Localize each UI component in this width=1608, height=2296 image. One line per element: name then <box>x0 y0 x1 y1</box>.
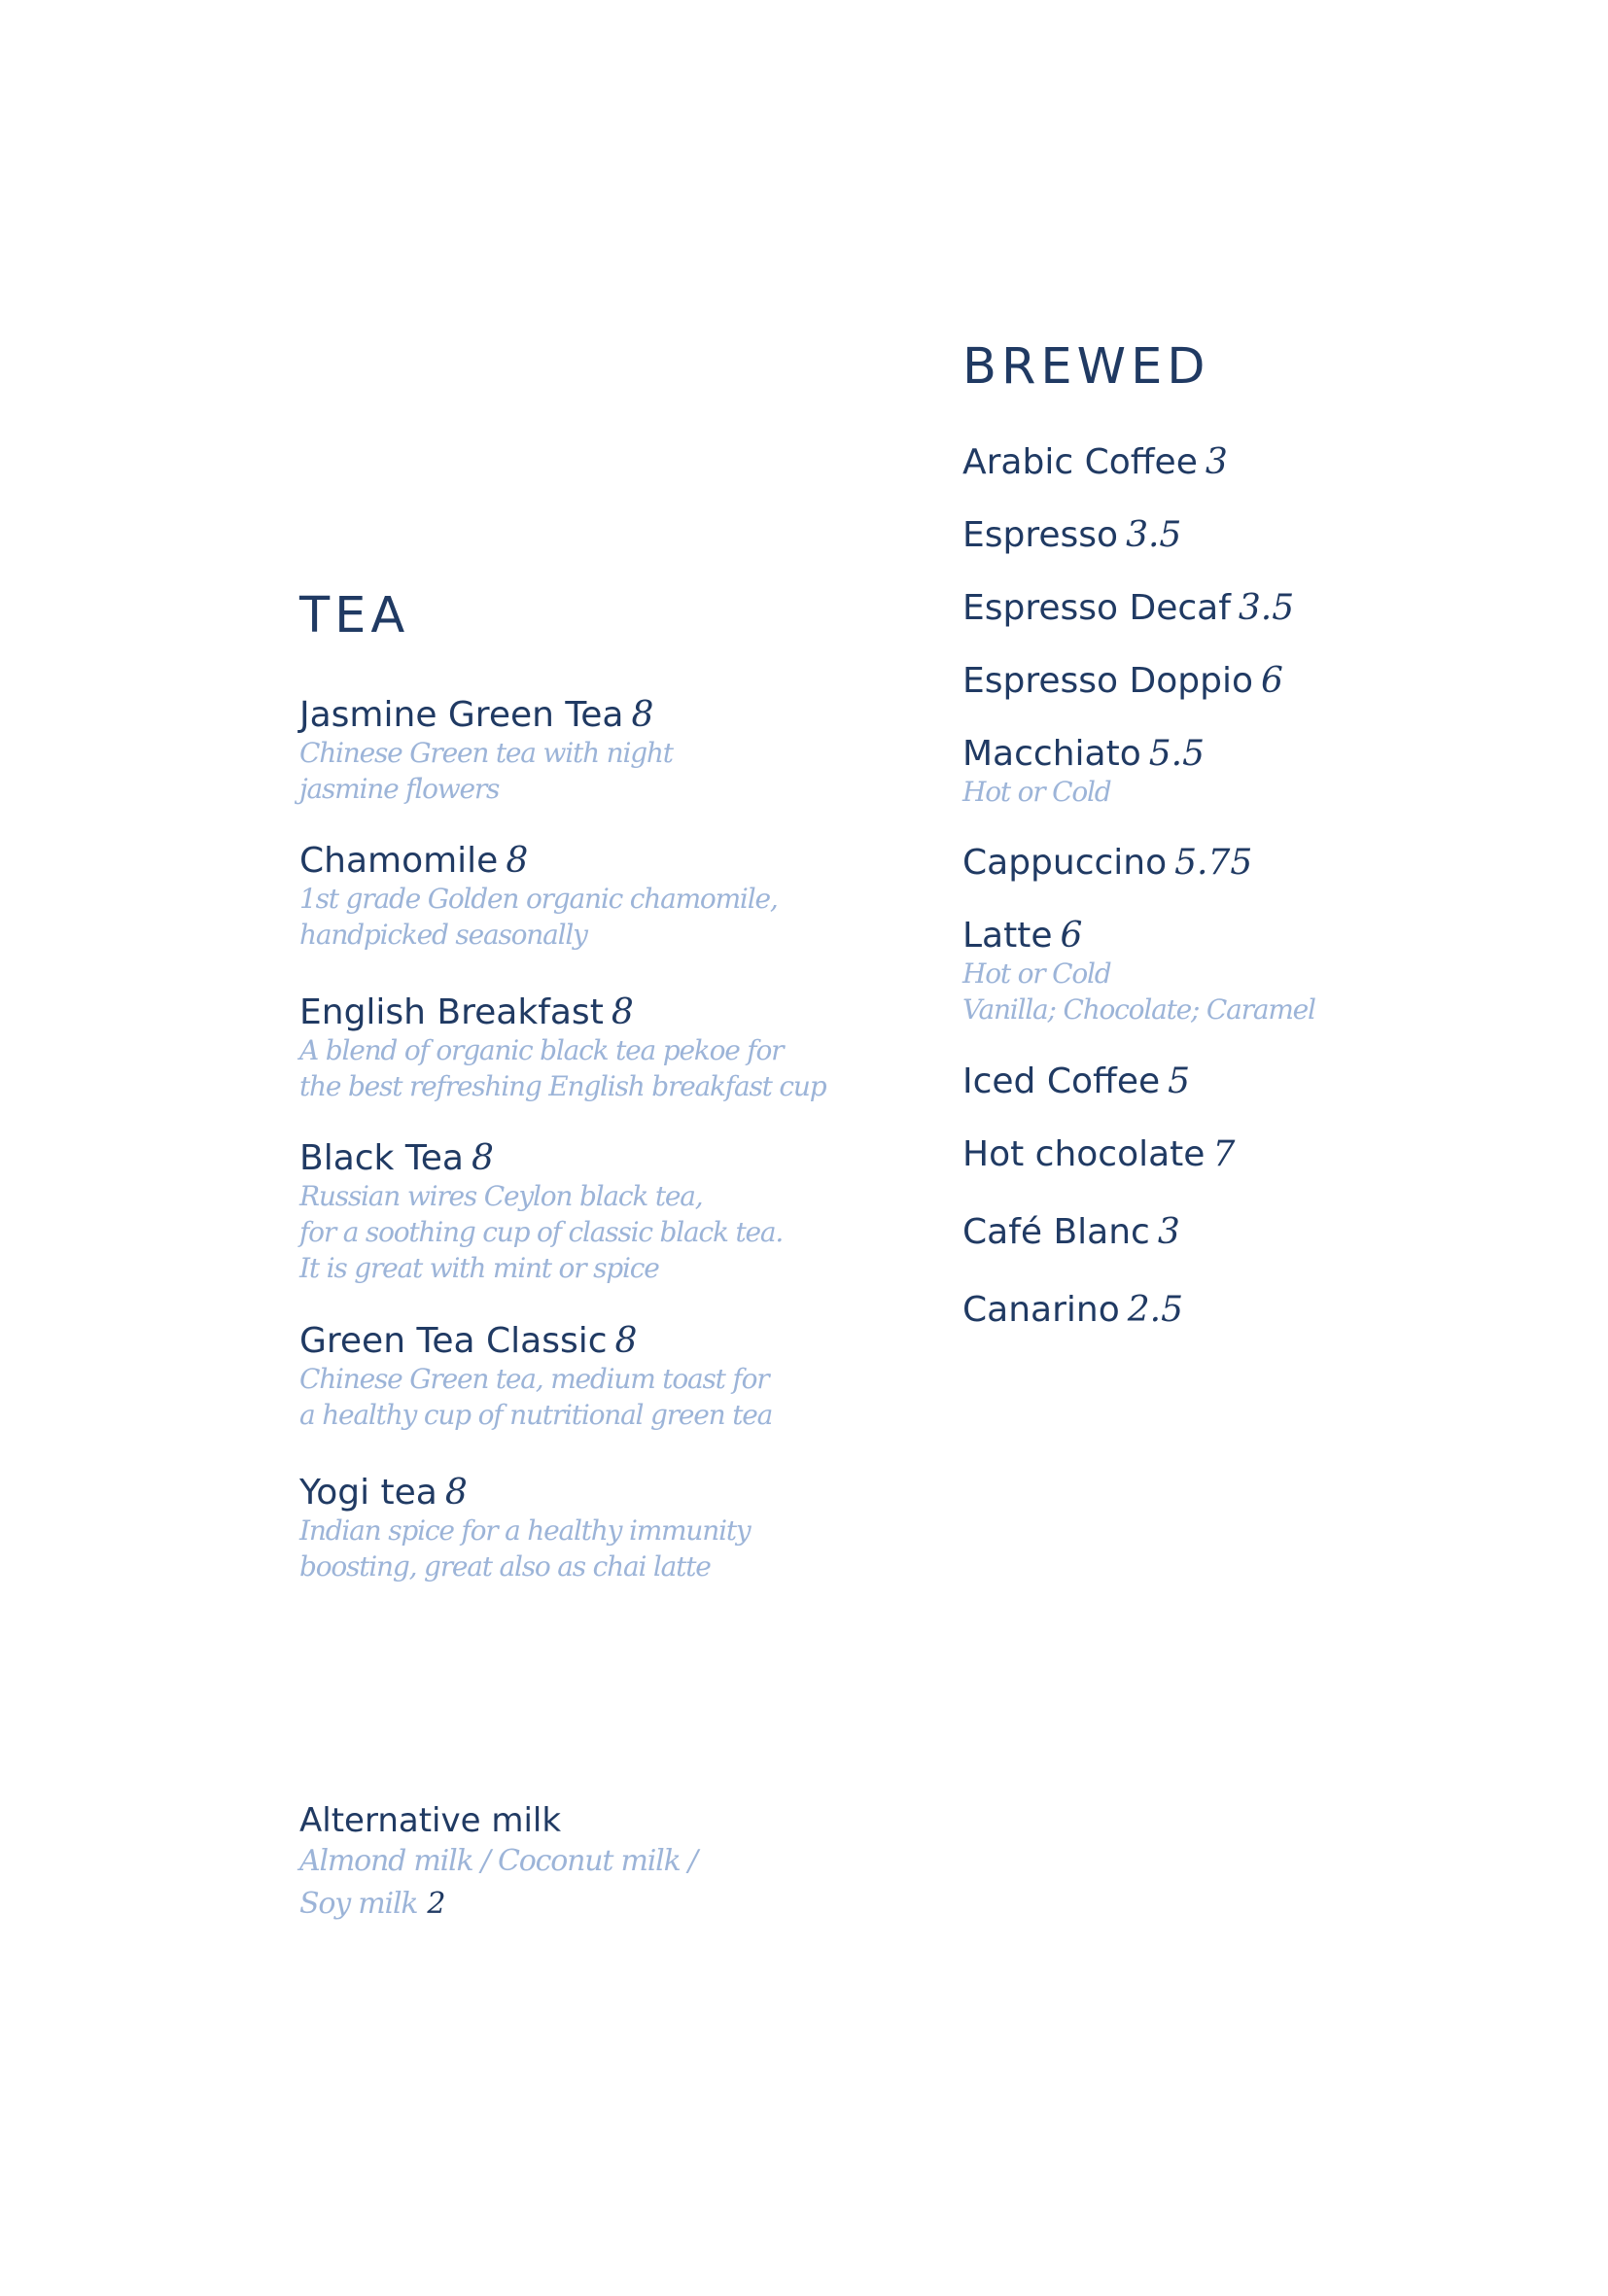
item-name: Espresso Doppio <box>962 661 1253 701</box>
alternative-milk-label: Alternative milk <box>299 1801 562 1840</box>
tea-section <box>299 587 844 1583</box>
tea-section-title: TEA <box>299 587 410 644</box>
menu-item-english-breakfast <box>299 993 825 1104</box>
menu-item-cafe-blanc <box>962 1213 1180 1252</box>
item-price: 8 <box>631 695 654 735</box>
item-description: Chinese Green tea, medium toast for a healthy cup of nutritional green tea <box>299 1363 773 1431</box>
item-name: Green Tea Classic <box>299 1321 608 1361</box>
item-price: 2.5 <box>1127 1290 1183 1330</box>
menu-item-iced-coffee <box>962 1062 1190 1101</box>
item-price: 8 <box>614 1321 638 1361</box>
menu-item-arabic-coffee <box>962 443 1228 482</box>
item-name: Jasmine Green Tea <box>299 695 624 735</box>
item-price: 6 <box>1260 661 1283 701</box>
item-name: Cappuccino <box>962 843 1168 883</box>
item-price: 8 <box>611 992 634 1032</box>
item-description: Chinese Green tea with night jasmine flowers <box>299 737 673 805</box>
brewed-section-title: BREWED <box>962 338 1210 396</box>
item-name: Chamomile <box>299 841 499 881</box>
menu-item-jasmine-green-tea <box>299 696 673 807</box>
item-name: Latte <box>962 916 1053 956</box>
item-price: 5.75 <box>1174 843 1253 883</box>
menu-item-macchiato <box>962 735 1205 810</box>
item-name: Arabic Coffee <box>962 442 1198 482</box>
item-name: Black Tea <box>299 1138 464 1178</box>
item-price: 3 <box>1157 1212 1180 1252</box>
item-price: 8 <box>471 1138 494 1178</box>
item-name: Café Blanc <box>962 1212 1150 1252</box>
item-description: 1st grade Golden organic chamomile, handpicked seasonally <box>299 883 778 951</box>
item-description: Hot or Cold <box>962 776 1111 808</box>
item-price: 6 <box>1060 916 1083 956</box>
item-price: 8 <box>444 1473 468 1513</box>
item-price: 7 <box>1212 1134 1236 1174</box>
brewed-section <box>962 338 1449 1330</box>
item-name: English Breakfast <box>299 992 604 1032</box>
item-price: 5 <box>1168 1061 1191 1101</box>
item-name: Yogi tea <box>299 1473 437 1513</box>
menu-item-latte <box>962 917 1315 1027</box>
menu-item-cappuccino <box>962 844 1252 883</box>
item-price: 3 <box>1205 442 1228 482</box>
item-price: 8 <box>506 841 529 881</box>
item-price: 3.5 <box>1126 515 1182 555</box>
menu-item-espresso <box>962 516 1181 555</box>
alternative-milk-section <box>299 1801 844 1926</box>
item-name: Macchiato <box>962 734 1141 774</box>
menu-item-hot-chocolate <box>962 1135 1235 1174</box>
item-description: Indian spice for a healthy immunity boosting, great also as chai latte <box>299 1514 751 1583</box>
menu-item-yogi-tea <box>299 1474 751 1584</box>
item-description: A blend of organic black tea pekoe for the best refreshing English breakfast cup <box>299 1034 826 1102</box>
item-price: 3.5 <box>1238 588 1295 628</box>
menu-item-espresso-doppio <box>962 662 1283 701</box>
menu-item-green-tea-classic <box>299 1322 772 1433</box>
item-name: Canarino <box>962 1290 1120 1330</box>
menu-item-canarino <box>962 1291 1183 1330</box>
item-name: Espresso Decaf <box>962 588 1231 628</box>
item-name: Iced Coffee <box>962 1061 1161 1101</box>
menu-item-chamomile <box>299 842 778 953</box>
item-name: Hot chocolate <box>962 1134 1206 1174</box>
item-price: 5.5 <box>1148 734 1205 774</box>
menu-item-espresso-decaf <box>962 589 1294 628</box>
menu-item-black-tea <box>299 1139 783 1286</box>
alternative-milk-price: 2 <box>427 1887 445 1921</box>
item-description: Hot or Cold Vanilla; Chocolate; Caramel <box>962 957 1315 1026</box>
item-description: Russian wires Ceylon black tea, for a soothing cup of classic black tea. It is great with mint or spice <box>299 1180 784 1284</box>
alternative-milk-options: Almond milk / Coconut milk / Soy milk 2 <box>299 1844 697 1921</box>
item-name: Espresso <box>962 515 1119 555</box>
